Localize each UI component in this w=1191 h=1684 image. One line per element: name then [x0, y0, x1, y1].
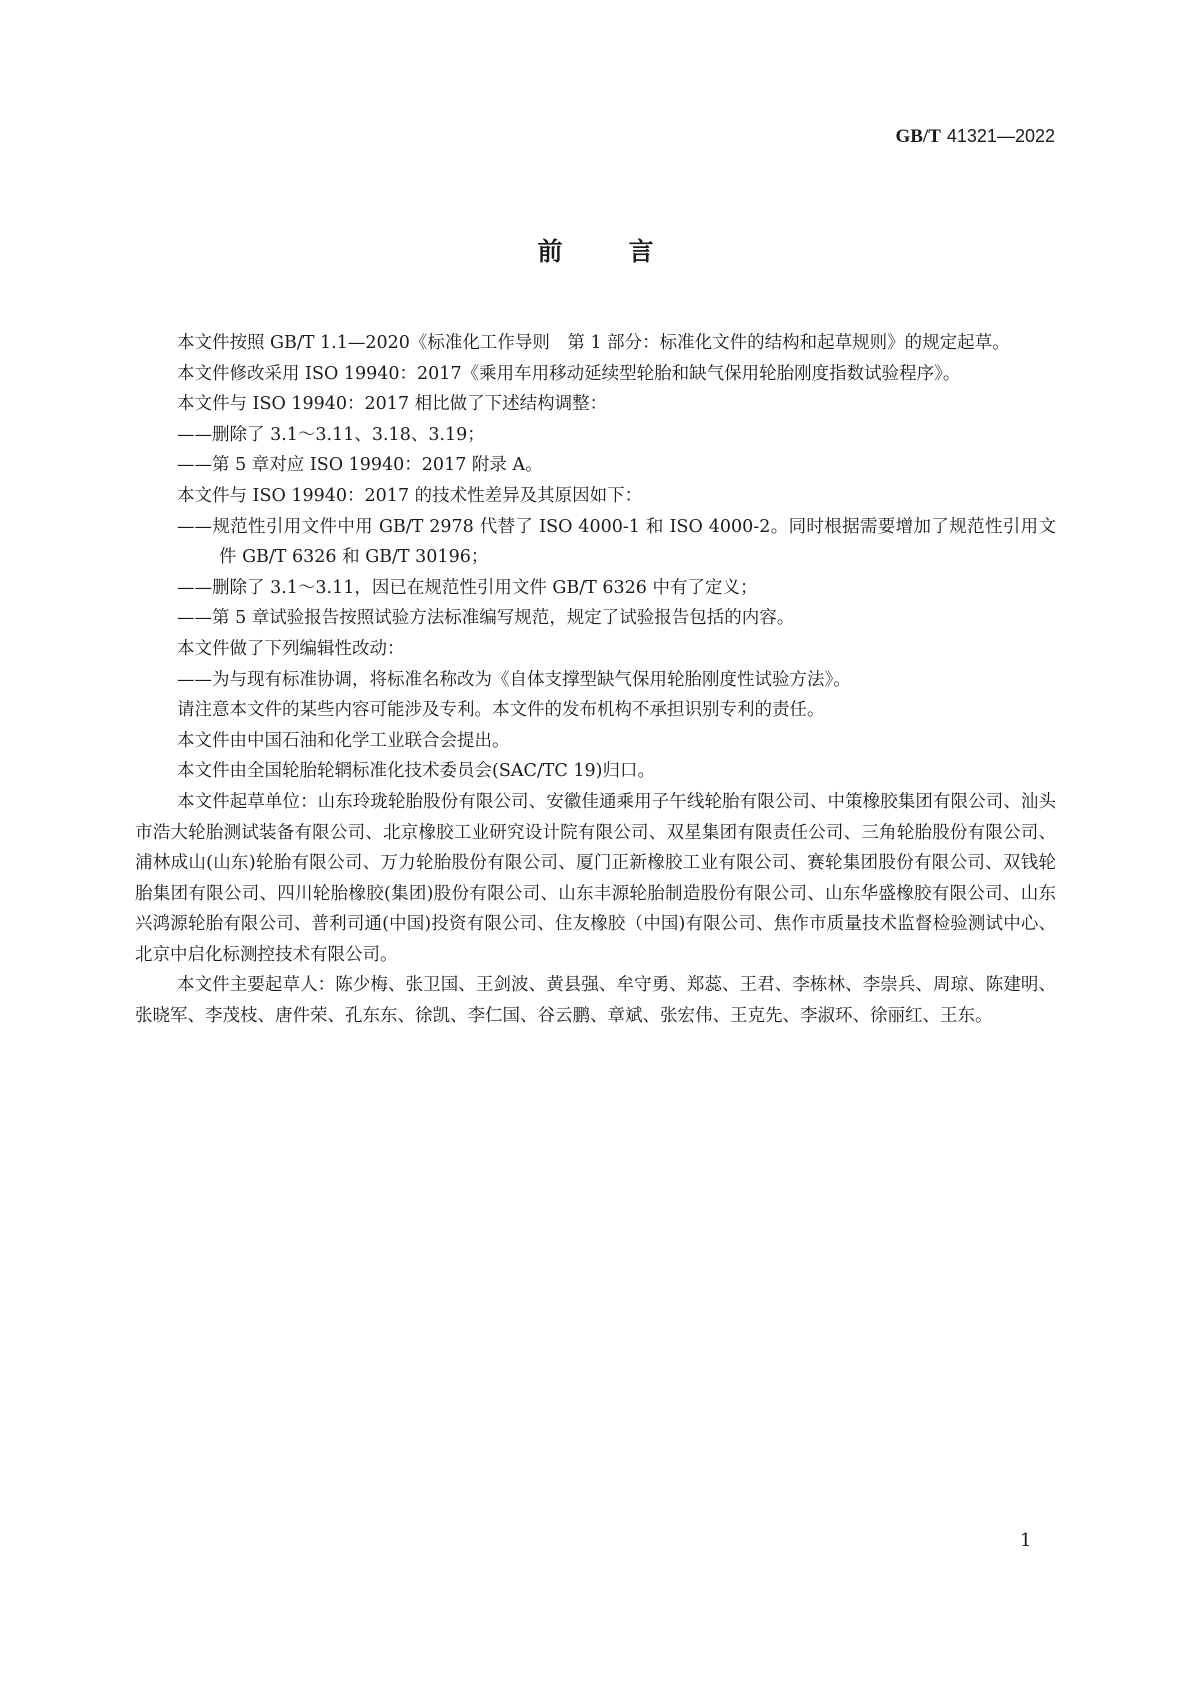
list-item-technical-change: ——第 5 章试验报告按照试验方法标准编写规范，规定了试验报告包括的内容。	[177, 608, 795, 629]
list-item-structural-change: ——第 5 章对应 ISO 19940：2017 附录 A。	[177, 455, 543, 476]
page-title	[0, 232, 1191, 268]
paragraph-jurisdiction: 本文件由全国轮胎轮辋标准化技术委员会(SAC/TC 19)归口。	[177, 761, 655, 782]
paragraph-proposed-by: 本文件由中国石油和化学工业联合会提出。	[177, 730, 510, 751]
list-item-technical-change: ——规范性引用文件中用 GB/T 2978 代替了 ISO 4000-1 和 ISO 4000-2。同时根据需要增加了规范性引用文件 GB/T 6326 和 GB/T 30196；	[177, 516, 1056, 568]
paragraph-patent-notice: 请注意本文件的某些内容可能涉及专利。本文件的发布机构不承担识别专利的责任。	[177, 700, 825, 721]
paragraph-drafting-rules: 本文件按照 GB/T 1.1—2020《标准化工作导则 第 1 部分：标准化文件的结构和起草规则》的规定起草。	[177, 333, 1010, 353]
paragraph-main-drafters: 本文件主要起草人：陈少梅、张卫国、王剑波、黄县强、牟守勇、郑蕊、王君、李栋林、李崇兵、周琼、陈建明、张晓军、李茂枝、唐件荣、孔东东、徐凯、李仁国、谷云鹏、章斌、张宏伟、王克先、李淑环、徐丽红、王东。	[135, 975, 1056, 1027]
list-item-structural-change: ——删除了 3.1～3.11、3.18、3.19；	[177, 424, 485, 445]
paragraph-drafting-units: 本文件起草单位：山东玲珑轮胎股份有限公司、安徽佳通乘用子午线轮胎有限公司、中策橡胶集团有限公司、汕头市浩大轮胎测试装备有限公司、北京橡胶工业研究设计院有限公司、双星集团有限责任公司、三角轮胎股份有限公司、浦林成山(山东)轮胎有限公司、万力轮胎股份有限公司、厦门正新橡胶工业有限公司、赛轮集团股份有限公司、双钱轮胎集团有限公司、四川轮胎橡胶(集团)股份有限公司、山东丰源轮胎制造股份有限公司、山东华盛橡胶有限公司、山东兴鸿源轮胎有限公司、普利司通(中国)投资有限公司、住友橡胶（中国)有限公司、焦作市质量技术监督检验测试中心、北京中启化标测控技术有限公司。	[135, 791, 1056, 965]
paragraph-editorial-intro: 本文件做了下列编辑性改动：	[177, 638, 405, 659]
standard-code-prefix: GB/T	[895, 126, 941, 147]
title-char-2: 言	[628, 237, 654, 266]
foreword-body	[135, 328, 1056, 1032]
title-char-1: 前	[537, 237, 563, 266]
list-item-editorial-change: ——为与现有标准协调，将标准名称改为《自体支撑型缺气保用轮胎刚度性试验方法》。	[177, 669, 851, 690]
paragraph-modified-adoption: 本文件修改采用 ISO 19940：2017《乘用车用移动延续型轮胎和缺气保用轮胎刚度指数试验程序》。	[177, 363, 961, 384]
standard-code-header	[895, 126, 1055, 148]
page-number: 1	[1020, 1530, 1032, 1551]
paragraph-technical-intro: 本文件与 ISO 19940：2017 的技术性差异及其原因如下：	[177, 485, 643, 506]
list-item-technical-change: ——删除了 3.1～3.11，因已在规范性引用文件 GB/T 6326 中有了定义；	[177, 577, 758, 598]
standard-code-number: 41321—2022	[946, 126, 1055, 146]
paragraph-structural-intro: 本文件与 ISO 19940：2017 相比做了下述结构调整：	[177, 394, 608, 415]
